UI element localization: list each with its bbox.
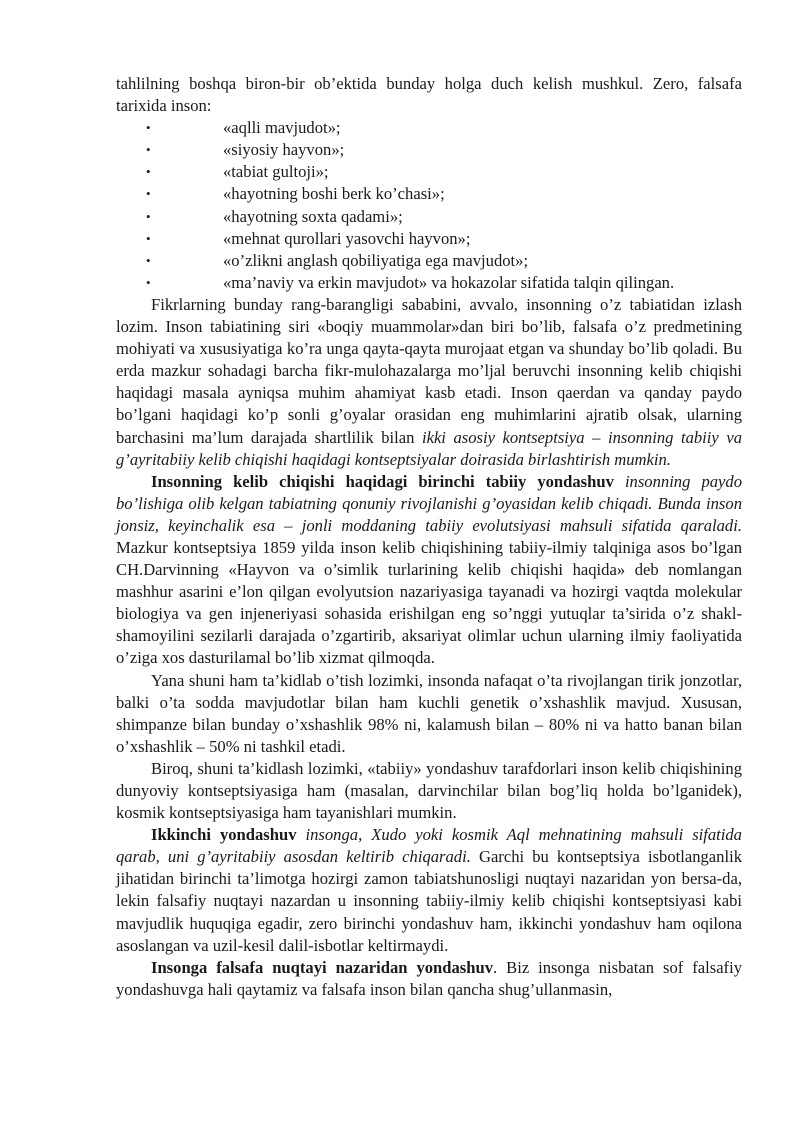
bullet-icon: • [146, 186, 151, 202]
list-item [116, 250, 742, 272]
list-item [116, 139, 742, 161]
list-item-text: «hayotning boshi berk ko’chasi»; [223, 184, 445, 204]
bullet-icon: • [146, 274, 151, 290]
paragraph-text: . Biz insonga nisbatan sof falsafiy yondashuvga hali qaytamiz va falsafa inson bilan qancha shug’ullanmasin, [116, 957, 742, 999]
term-heading: Insonning kelib chiqishi haqidagi birinchi tabiiy yondashuv [151, 471, 614, 491]
list-item [116, 161, 742, 183]
list-item-text: «ma’naviy va erkin mavjudot» va hokazolar sifatida talqin qilingan. [223, 272, 675, 292]
bullet-icon: • [146, 142, 151, 158]
document-page [116, 73, 742, 1001]
list-item [116, 228, 742, 250]
list-item-text: «mehnat qurollari yasovchi hayvon»; [223, 228, 471, 248]
emphasis-text: insonga, Xudo yoki kosmik Aql mehnatining mahsuli sifatida qarab, uni g’ayritabiiy asosdan keltirib chiqaradi. [116, 825, 742, 867]
bullet-icon: • [146, 252, 151, 268]
bullet-icon: • [146, 164, 151, 180]
list-item-text: «siyosiy hayvon»; [223, 140, 345, 160]
bullet-icon: • [146, 208, 151, 224]
emphasis-text: ikki asosiy kontseptsiya – insonning tabiiy va g’ayritabiiy kelib chiqishi haqidagi kontseptsiyalar doirasida birlashtirish mumkin. [116, 427, 742, 469]
list-item-text: «o’zlikni anglash qobiliyatiga ega mavjudot»; [223, 250, 529, 270]
bullet-icon: • [146, 120, 151, 136]
paragraph-philosophical-approach [116, 957, 742, 1001]
bullet-icon: • [146, 230, 151, 246]
paragraph-text: Mazkur kontseptsiya 1859 yilda inson kelib chiqishining tabiiy-ilmiy talqiniga asos bo’lgan CH.Darvinning «Hayvon va o’simlik turlarining kelib chiqishi haqida» deb nomlangan mashhur asarini e’lon qilgan evolyutsion nazariyasiga tayanadi va hozirgi vaqtda molekular biologiya va gen injeneriyasi sohasida erishilgan eng so’nggi yutuqlar ta’sirida o’z shakl-shamoyilini sezilarli darajada o’zgartirib, aksariyat olimlar uchun ularning ilmiy faoliyatida o’ziga xos dasturilamal bo’lib xizmat qilmoqda. [116, 537, 742, 668]
emphasis-text: insonning paydo bo’lishiga olib kelgan tabiatning qonuniy rivojlanishi g’oyasidan kelib chiqadi. Bunda inson jonsiz, keyinchalik esa – jonli moddaning tabiiy evolutsiyasi mahsuli sifatida qaraladi. [116, 471, 743, 535]
list-item [116, 183, 742, 205]
term-heading: Ikkinchi yondashuv [151, 825, 297, 845]
term-heading: Insonga falsafa nuqtayi nazaridan yondashuv [151, 957, 494, 977]
list-item-text: «hayotning soxta qadami»; [223, 206, 403, 226]
paragraph-natural-approach [116, 471, 742, 670]
definition-list [116, 117, 742, 294]
intro-paragraph: tahlilning boshqa biron-bir ob’ektida bunday holga duch kelish mushkul. Zero, falsafa tarixida inson: [116, 74, 742, 116]
list-item-text: «aqlli mavjudot»; [223, 118, 341, 138]
paragraph-genetic-similarity: Yana shuni ham ta’kidlab o’tish lozimki, insonda nafaqat o’ta rivojlangan tirik jonzotlar, balki o’ta sodda mavjudotlar bilan ham kuchli genetik o’xshashlik mavjud. Xususan, shimpanze bilan bunday o’xshashlik 98% ni, kalamush bilan – 80% ni va hatto banan bilan o’xshashlik – 50% ni tashkil etadi. [116, 670, 742, 756]
paragraph-diversity [116, 294, 742, 471]
list-item [116, 117, 742, 139]
paragraph-natural-supporters: Biroq, shuni ta’kidlash lozimki, «tabiiy» yondashuv tarafdorlari inson kelib chiqishining dunyoviy kontseptsiyasiga ham (masalan, darvinchilar bilan bog’liq holda bo’lganidek), kosmik kontseptsiyasiga ham tayanishlari mumkin. [116, 758, 742, 823]
paragraph-second-approach [116, 824, 742, 957]
paragraph-text: Fikrlarning bunday rang-barangligi sababini, avvalo, insonning o’z tabiatidan izlash lozim. Inson tabiatining siri «boqiy muammolar»dan biri bo’lib, falsafa o’z predmetining mohiyati va xususiyatiga ko’ra unga qayta-qayta murojaat etgan va shunday bo’lib qoladi. Bu erda mazkur sohadagi barcha fikr-mulohazalarga mo’ljal beruvchi insonning kelib chiqishi haqidagi masala ayniqsa muhim ahamiyat kasb etadi. Inson qaerdan va qanday paydo bo’lgani haqidagi ko’p sonli g’oyalar orasidan eng muhimlarini ajratib olsak, ularning barchasini ma’lum darajada shartlilik bilan [116, 294, 742, 447]
list-item [116, 272, 742, 294]
list-item [116, 206, 742, 228]
paragraph-text: Garchi bu kontseptsiya isbotlanganlik jihatidan birinchi ta’limotga hozirgi zamon tabiatshunosligi nuqtayi nazaridan yon bersa-da, lekin falsafiy nuqtayi nazardan u insonning tabiiy-ilmiy kelib chiqishi kontseptsiyasi kabi mavjudlik huquqiga egadir, zero birinchi yondashuv ham, ikkinchi yondashuv ham oqilona asoslangan va uzil-kesil dalil-isbotlar keltirmaydi. [116, 847, 742, 955]
list-item-text: «tabiat gultoji»; [223, 162, 329, 182]
